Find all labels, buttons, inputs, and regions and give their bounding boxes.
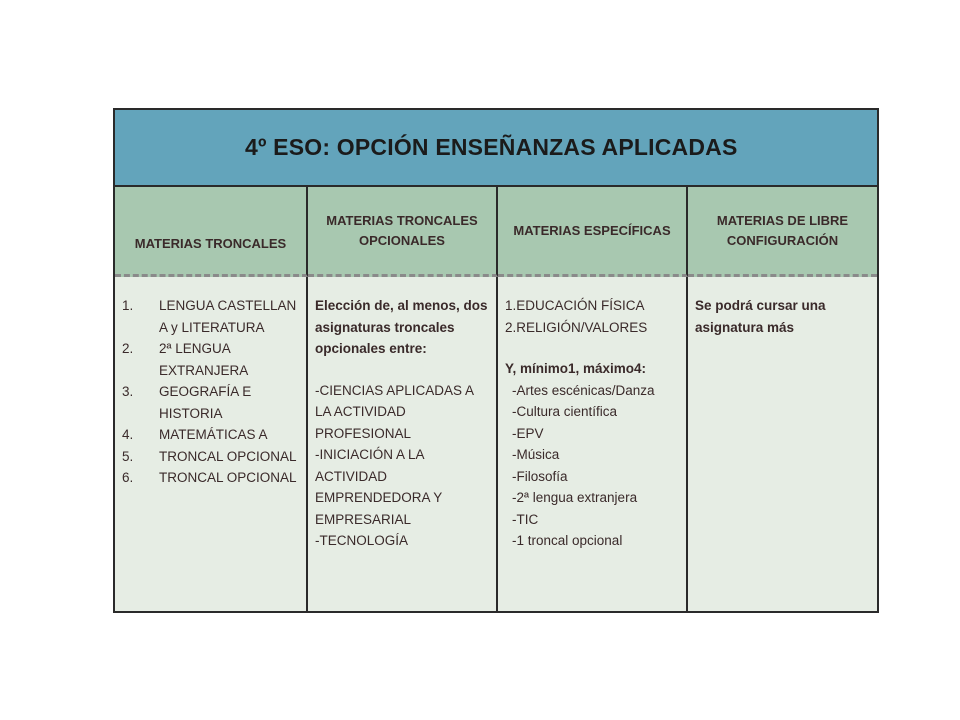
header-libre-configuracion: MATERIAS DE LIBRE CONFIGURACIÓN	[688, 187, 877, 277]
subjects-table	[113, 108, 879, 613]
list-item: -INICIACIÓN A LA ACTIVIDAD EMPRENDEDORA Y EMPRESARIAL	[315, 447, 443, 527]
list-item: 1.EDUCACIÓN FÍSICA	[505, 298, 645, 313]
header-especificas: MATERIAS ESPECÍFICAS	[498, 187, 688, 277]
list-item: 2. 2ª LENGUA EXTRANJERA	[122, 341, 249, 378]
header-troncales-opcionales: MATERIAS TRONCALES OPCIONALES	[308, 187, 498, 277]
troncales-opcionales-intro: Elección de, al menos, dos asignaturas troncales opcionales entre:	[315, 298, 488, 356]
troncales-opcionales-cell	[308, 277, 498, 611]
list-item: 3. GEOGRAFÍA E HISTORIA	[122, 384, 252, 421]
list-item: -Artes escénicas/Danza	[512, 382, 655, 398]
table-title: 4º ESO: OPCIÓN ENSEÑANZAS APLICADAS	[115, 110, 877, 187]
especificas-choice-label: Y, mínimo1, máximo4:	[505, 361, 647, 376]
libre-configuracion-cell	[688, 277, 877, 611]
list-item: 4. MATEMÁTICAS A	[122, 427, 268, 442]
list-item: -Cultura científica	[512, 404, 618, 419]
list-item: -Música	[512, 447, 560, 462]
list-item: -TECNOLOGÍA	[315, 533, 409, 548]
list-item: -CIENCIAS APLICADAS A LA ACTIVIDAD PROFESIONAL	[315, 382, 474, 441]
list-item: -EPV	[512, 425, 544, 441]
list-item: -2ª lengua extranjera	[512, 490, 638, 505]
list-item: 1. LENGUA CASTELLAN A y LITERATURA	[122, 298, 297, 335]
troncales-list	[122, 295, 299, 489]
libre-configuracion-text: Se podrá cursar una asignatura más	[695, 298, 826, 335]
list-item: -Filosofía	[512, 468, 568, 484]
list-item: 5. TRONCAL OPCIONAL	[122, 448, 297, 464]
especificas-cell	[498, 277, 688, 611]
list-item: 2.RELIGIÓN/VALORES	[505, 319, 648, 335]
list-item: 6. TRONCAL OPCIONAL	[122, 470, 297, 485]
list-item: -TIC	[512, 511, 539, 527]
header-troncales: MATERIAS TRONCALES	[115, 187, 308, 277]
troncales-cell	[115, 277, 308, 611]
list-item: -1 troncal opcional	[512, 533, 623, 548]
